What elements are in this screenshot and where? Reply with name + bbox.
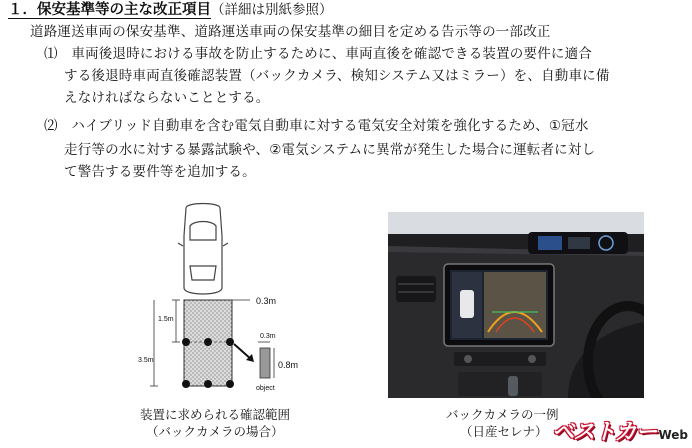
- section-note: （詳細は別紙参照）: [211, 2, 333, 18]
- label-length: 3.5m: [138, 357, 154, 364]
- photo-caption-line2: （日産セレナ）: [460, 424, 548, 439]
- detection-range-diagram: [120, 196, 330, 406]
- diagram-caption-line1: 装置に求められる確認範囲: [140, 407, 291, 422]
- label-object-width: 0.3m: [260, 333, 276, 340]
- car-outline: [178, 204, 228, 295]
- diagram-caption-line2: （バックカメラの場合）: [146, 424, 284, 439]
- photo-caption-line1: バックカメラの一例: [446, 407, 559, 422]
- section-title: １．保安基準等の主な改正項目: [8, 2, 211, 18]
- label-object-height: 0.8m: [278, 360, 299, 370]
- item1-line1: ⑴ 車両後退時における事故を防止するために、車両直後を確認できる装置の要件に適合: [44, 46, 592, 62]
- object-box: [260, 348, 270, 378]
- label-top-gap: 0.3m: [256, 296, 277, 306]
- item2-line1: ⑵ ハイブリッド自動車を含む電気自動車に対する電気安全対策を強化するため、①冠水: [44, 118, 589, 134]
- dashboard-photo: [388, 212, 644, 398]
- section-heading: [8, 0, 333, 20]
- bestcar-web-logo: ベストカー Web: [552, 420, 688, 445]
- item1-line2: する後退時車両直後確認装置（バックカメラ、検知システム又はミラー）を、自動車に備: [64, 68, 610, 84]
- item2-line3: て警告する要件等を追加する。: [64, 164, 256, 180]
- item2-line2: 走行等の水に対する暴露試験や、②電気システムに異常が発生した場合に運転者に対し: [64, 142, 596, 158]
- item1-line3: えなければならないこととする。: [64, 90, 270, 106]
- label-object: object: [256, 385, 275, 392]
- intro-text: 道路運送車両の保安基準、道路運送車両の保安基準の細目を定める告示等の一部改正: [30, 24, 551, 40]
- label-depth: 1.5m: [158, 316, 174, 323]
